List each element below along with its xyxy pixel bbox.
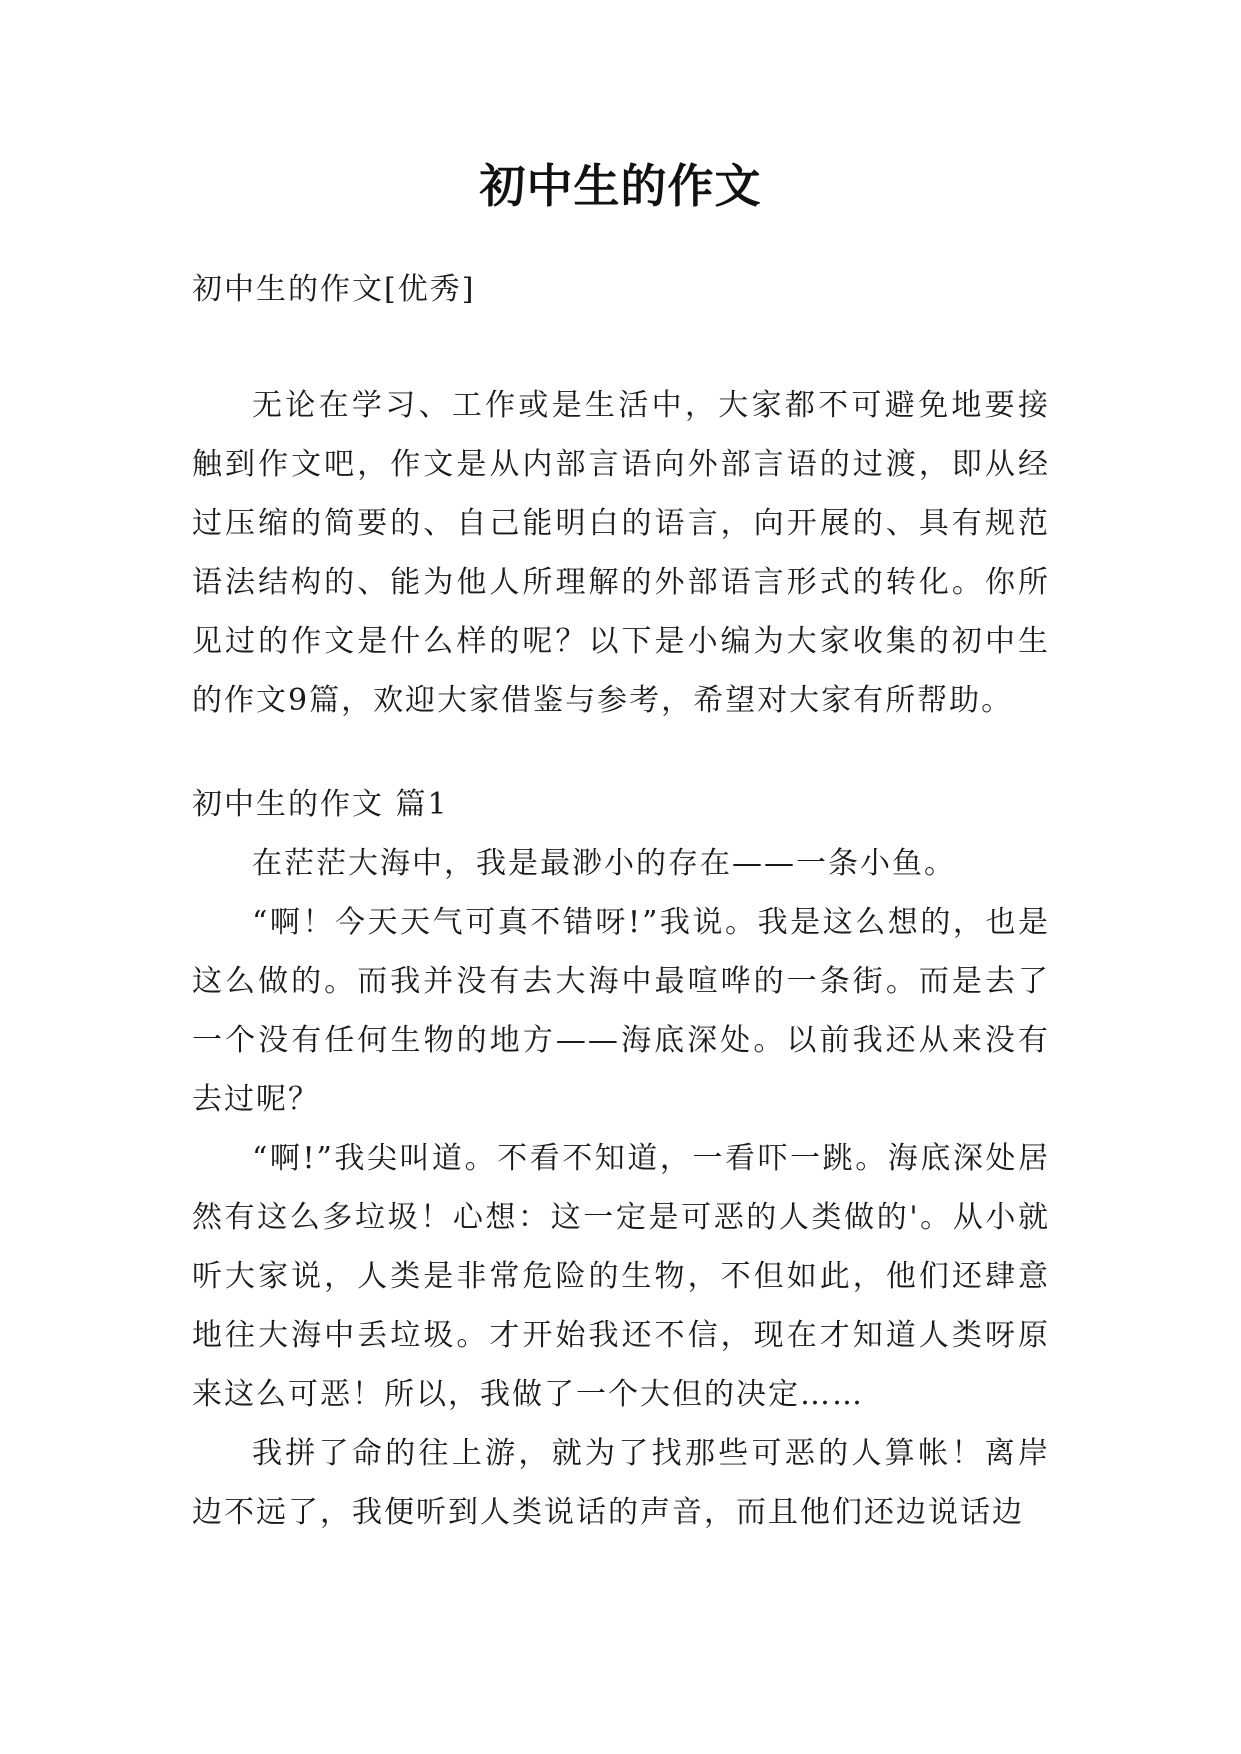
body-paragraph-3: “啊!”我尖叫道。不看不知道，一看吓一跳。海底深处居然有这么多垃圾！心想：这一定是可恶的人类做的'。从小就听大家说，人类是非常危险的生物，不但如此，他们还肆意地往大海中丢垃圾。才开始我还不信，现在才知道人类呀原来这么可恶！所以，我做了一个大但的决定…… (192, 1141, 1050, 1412)
body-paragraph-1: 在茫茫大海中，我是最渺小的存在——一条小鱼。 (252, 846, 956, 881)
document-body (192, 260, 1050, 1542)
spacer (192, 319, 1050, 376)
intro-paragraph: 无论在学习、工作或是生活中，大家都不可避免地要接触到作文吧，作文是从内部言语向外部言语的过渡，即从经过压缩的简要的、自己能明白的语言，向开展的、具有规范语法结构的、能为他人所理解的外部语言形式的转化。你所见过的作文是什么样的呢？以下是小编为大家收集的初中生的作文9篇，欢迎大家借鉴与参考，希望对大家有所帮助。 (192, 388, 1050, 718)
spacer (192, 730, 1050, 775)
document-subtitle: 初中生的作文[优秀] (192, 272, 476, 307)
body-paragraph-4: 我拼了命的往上游，就为了找那些可恶的人算帐！离岸边不远了，我便听到人类说话的声音，而且他们还边说话边 (192, 1436, 1050, 1530)
section-heading: 初中生的作文 篇1 (192, 787, 449, 822)
body-paragraph-2: “啊！今天天气可真不错呀!”我说。我是这么想的，也是这么做的。而我并没有去大海中最喧哗的一条街。而是去了一个没有任何生物的地方——海底深处。以前我还从来没有去过呢？ (192, 905, 1050, 1117)
document-title: 初中生的作文 (479, 159, 762, 213)
